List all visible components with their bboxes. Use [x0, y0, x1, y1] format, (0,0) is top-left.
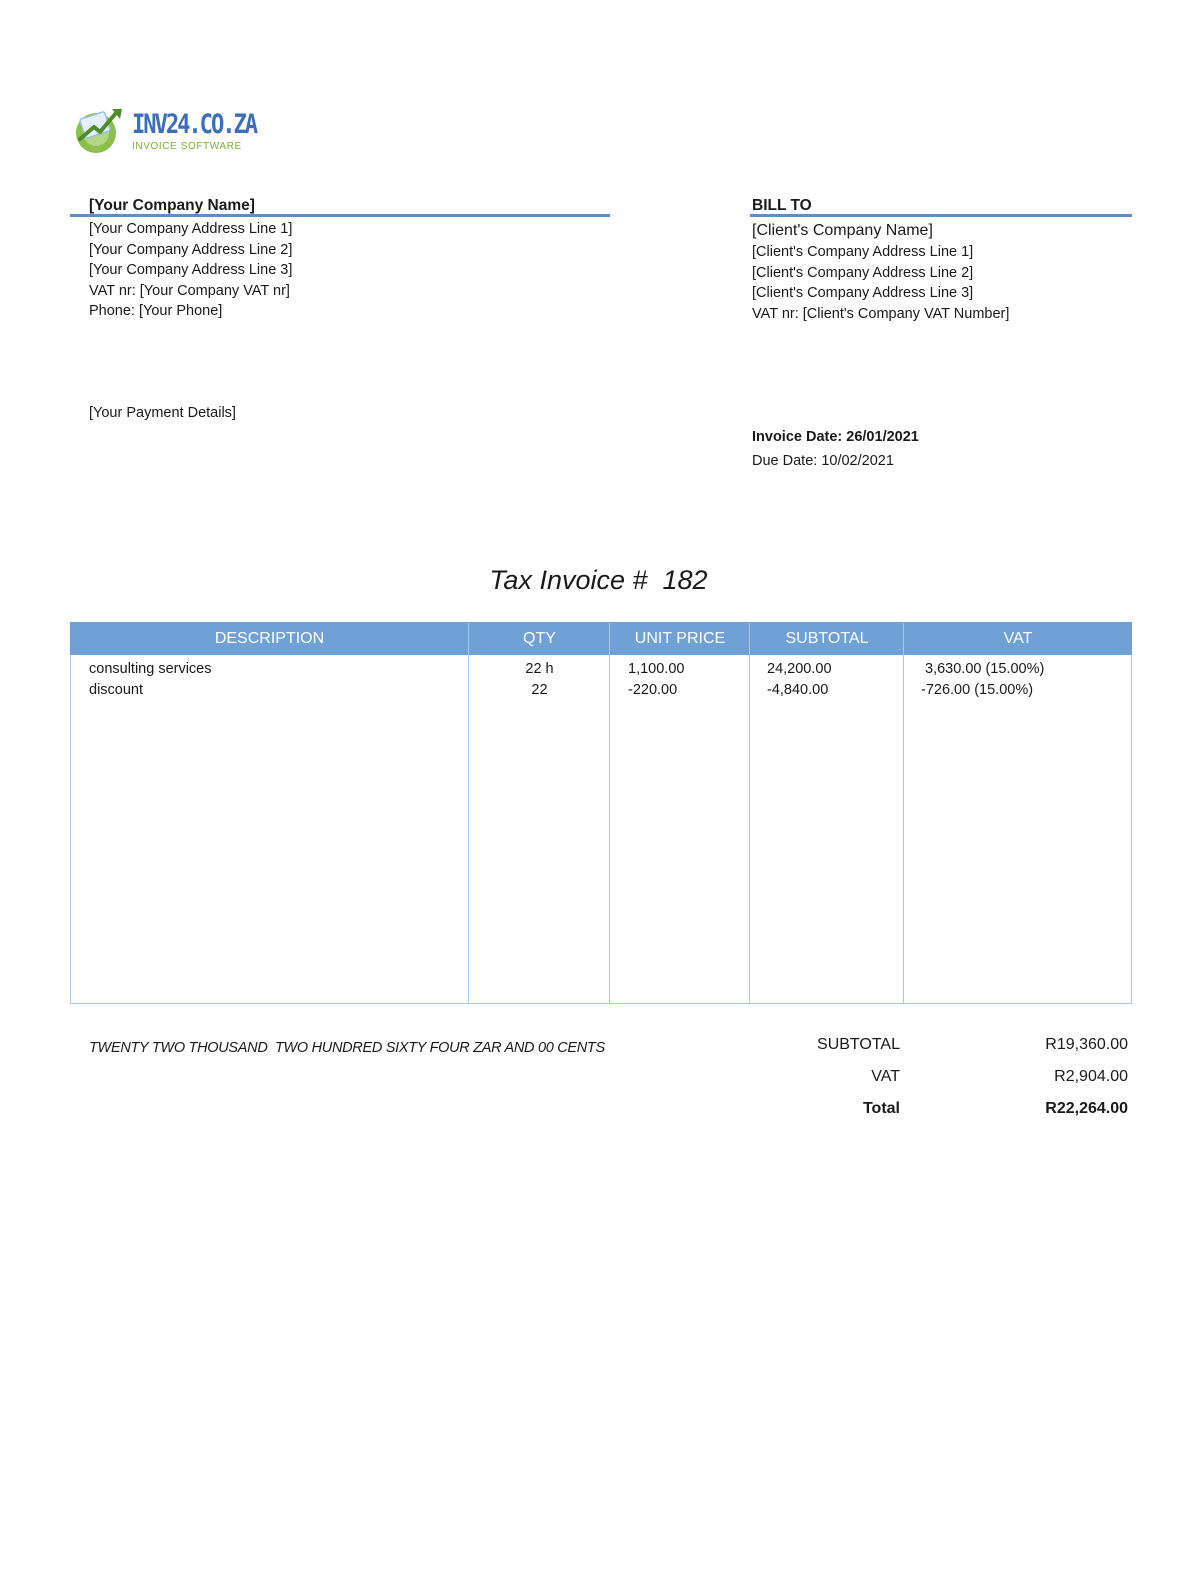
column-vat: [903, 623, 1132, 1003]
table-cell: 22: [531, 682, 548, 698]
payment-details: [Your Payment Details]: [89, 405, 236, 421]
table-cell: 3,630.00 (15.00%): [925, 661, 1045, 677]
amount-in-words: TWENTY TWO THOUSAND TWO HUNDRED SIXTY FOUR ZAR AND 00 CENTS: [89, 1040, 605, 1056]
line-items-table: [70, 622, 1132, 1004]
column-qty: [468, 623, 610, 1003]
seller-company-name: [Your Company Name]: [89, 197, 255, 214]
table-cell: 22 h: [525, 661, 554, 677]
table-cell: 1,100.00: [628, 661, 685, 677]
client-address-line: [Client's Company Address Line 1]: [752, 244, 974, 260]
client-company-name: [Client's Company Name]: [752, 222, 933, 239]
column-header: DESCRIPTION: [214, 630, 325, 647]
vat-label: VAT: [871, 1068, 900, 1085]
subtotal-value: R19,360.00: [1045, 1036, 1128, 1053]
bill-to-title: BILL TO: [752, 197, 812, 214]
seller-phone: Phone: [Your Phone]: [89, 303, 223, 319]
client-address-line: [Client's Company Address Line 2]: [752, 264, 974, 281]
seller-address-line: [Your Company Address Line 2]: [89, 241, 293, 258]
column-header: SUBTOTAL: [785, 630, 869, 647]
table-cell: -220.00: [628, 682, 678, 698]
seller-block: [89, 196, 255, 216]
table-cell: -726.00 (15.00%): [921, 682, 1034, 698]
seller-address-line: [Your Company Address Line 3]: [89, 262, 293, 278]
table-cell: consulting services: [89, 661, 212, 677]
table-cell: 24,200.00: [767, 661, 832, 677]
bill-to-address: [752, 220, 1009, 324]
column-header: UNIT PRICE: [634, 630, 726, 647]
column-description: [71, 623, 468, 1003]
client-vat-number: VAT nr: [Client's Company VAT Number]: [752, 305, 1010, 322]
invoice-title: Tax Invoice # 182: [489, 565, 708, 595]
logo-tagline: INVOICE SOFTWARE: [132, 141, 242, 152]
total-label: Total: [862, 1100, 900, 1117]
client-address-line: [Client's Company Address Line 3]: [752, 285, 974, 301]
seller-address-line: [Your Company Address Line 1]: [89, 221, 293, 237]
table-cell: -4,840.00: [767, 682, 829, 698]
due-date: Due Date: 10/02/2021: [752, 453, 894, 469]
invoice-date: Invoice Date: 26/01/2021: [752, 429, 919, 445]
seller-address: [89, 219, 292, 322]
column-subtotal: [749, 623, 904, 1003]
seller-divider: [70, 214, 610, 217]
seller-vat-number: VAT nr: [Your Company VAT nr]: [89, 282, 290, 299]
table-cell: discount: [89, 682, 144, 698]
column-unit-price: [609, 623, 750, 1003]
logo-name: INV24.CO.ZA: [132, 109, 257, 140]
vat-value: R2,904.00: [1054, 1068, 1128, 1085]
total-value: R22,264.00: [1045, 1100, 1128, 1117]
column-header: QTY: [523, 630, 556, 647]
bill-to-divider: [750, 214, 1132, 217]
column-header: VAT: [1003, 630, 1033, 647]
logo-mark-icon: [72, 105, 128, 155]
company-logo: [72, 105, 272, 165]
subtotal-label: SUBTOTAL: [817, 1036, 900, 1053]
